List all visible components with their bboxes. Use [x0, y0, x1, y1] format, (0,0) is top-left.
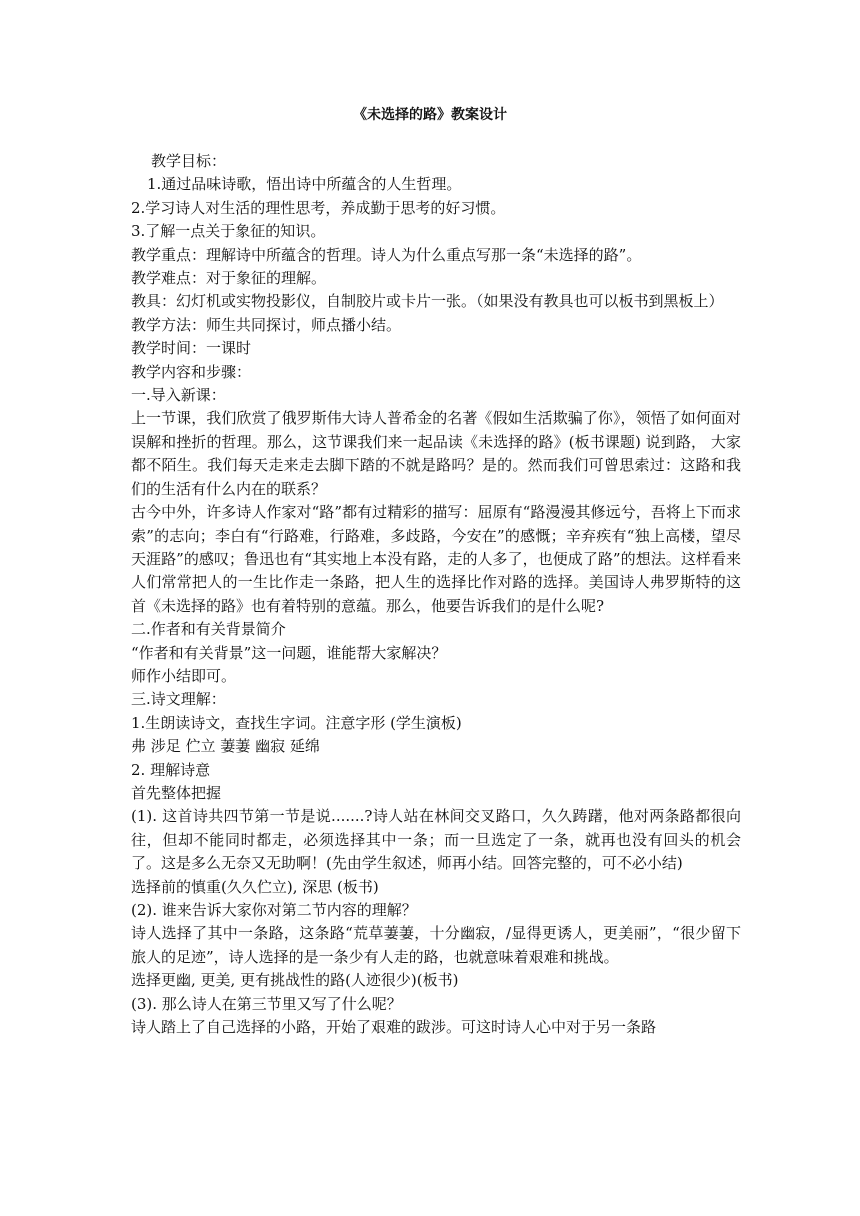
paragraph: 首先整体把握 — [131, 783, 222, 802]
paragraph: 弗 涉足 伫立 萋萋 幽寂 延绵 — [131, 737, 320, 756]
paragraph: 二.作者和有关背景简介 — [131, 620, 286, 639]
paragraph: 选择前的慎重(久久伫立), 深思 (板书) — [131, 877, 379, 896]
paragraph: 选择更幽, 更美, 更有挑战性的路(人迹很少)(板书) — [131, 971, 459, 990]
document-title: 《未选择的路》教案设计 — [353, 107, 507, 123]
document-body — [131, 150, 741, 1039]
paragraph: 1.生朗读诗文，查找生字词。注意字形 (学生演板) — [131, 713, 462, 732]
paragraph: 教具：幻灯机或实物投影仪，自制胶片或卡片一张。（如果没有教具也可以板书到黑板上） — [131, 292, 724, 311]
paragraph: 教学方法：师生共同探讨，师点播小结。 — [131, 315, 402, 334]
paragraph: 2.学习诗人对生活的理性思考，养成勤于思考的好习惯。 — [131, 198, 506, 217]
paragraph: 三.诗文理解： — [131, 690, 226, 709]
paragraph: “作者和有关背景”这一问题，谁能帮大家解决？ — [131, 643, 447, 662]
paragraph: 教学难点：对于象征的理解。 — [131, 269, 327, 288]
paragraph: 教学目标： — [151, 152, 227, 170]
paragraph: 教学时间：一课时 — [131, 339, 252, 358]
paragraph: (3). 那么诗人在第三节里又写了什么呢？ — [131, 994, 402, 1013]
paragraph: 2. 理解诗意 — [131, 760, 211, 779]
paragraph: 教学内容和步骤： — [131, 362, 252, 381]
paragraph: 一.导入新课： — [131, 386, 226, 405]
paragraph: 古今中外，许多诗人作家对“路”都有过精彩的描写：屈原有“路漫漫其修远兮，吾将上下而求索”的志向；李白有“行路难，行路难，多歧路，今安在”的感慨；辛弃疾有“独上高楼，望尽天涯路”的感叹；鲁迅也有“其实地上本没有路，走的人多了，也便成了路”的想法。这样看来人们常常把人的一生比作走一条路，把人生的选择比作对路的选择。美国诗人弗罗斯特的这首《未选择的路》也有着特别的意蕴。那么，他要告诉我们的是什么呢? — [131, 503, 741, 615]
paragraph: 3.了解一点关于象征的知识。 — [131, 222, 326, 241]
paragraph: 1.通过品味诗歌，悟出诗中所蕴含的人生哲理。 — [147, 175, 462, 194]
paragraph: 上一节课，我们欣赏了俄罗斯伟大诗人普希金的名著《假如生活欺骗了你》，领悟了如何面对误解和挫折的哲理。那么，这节课我们来一起品读《未选择的路》(板书课题) 说到路， 大家都不陌生。我们每天走来走去脚下踏的不就是路吗？是的。然而我们可曾思索过：这路和我们的生活有什么内在的联系？ — [131, 409, 741, 498]
paragraph: (2). 谁来告诉大家你对第二节内容的理解？ — [131, 901, 417, 919]
paragraph: (1). 这首诗共四节第一节是说.......?诗人站在林间交叉路口，久久踌躇，他对两条路都很向往，但却不能同时都走，必须选择其中一条；而一旦选定了一条，就再也没有回头的机会了。这是多么无奈又无助啊！(先由学生叙述，师再小结。回答完整的，可不必小结) — [131, 807, 741, 873]
paragraph: 诗人踏上了自己选择的小路，开始了艰难的跋涉。可这时诗人心中对于另一条路 — [131, 1018, 657, 1037]
paragraph: 诗人选择了其中一条路，这条路“荒草萋萋，十分幽寂，/显得更诱人，更美丽”，“很少留下旅人的足迹”，诗人选择的是一条少有人走的路，也就意味着艰难和挑战。 — [131, 924, 741, 966]
paragraph: 师作小结即可。 — [131, 666, 237, 685]
paragraph: 教学重点：理解诗中所蕴含的哲理。诗人为什么重点写那一条“未选择的路”。 — [131, 245, 642, 264]
